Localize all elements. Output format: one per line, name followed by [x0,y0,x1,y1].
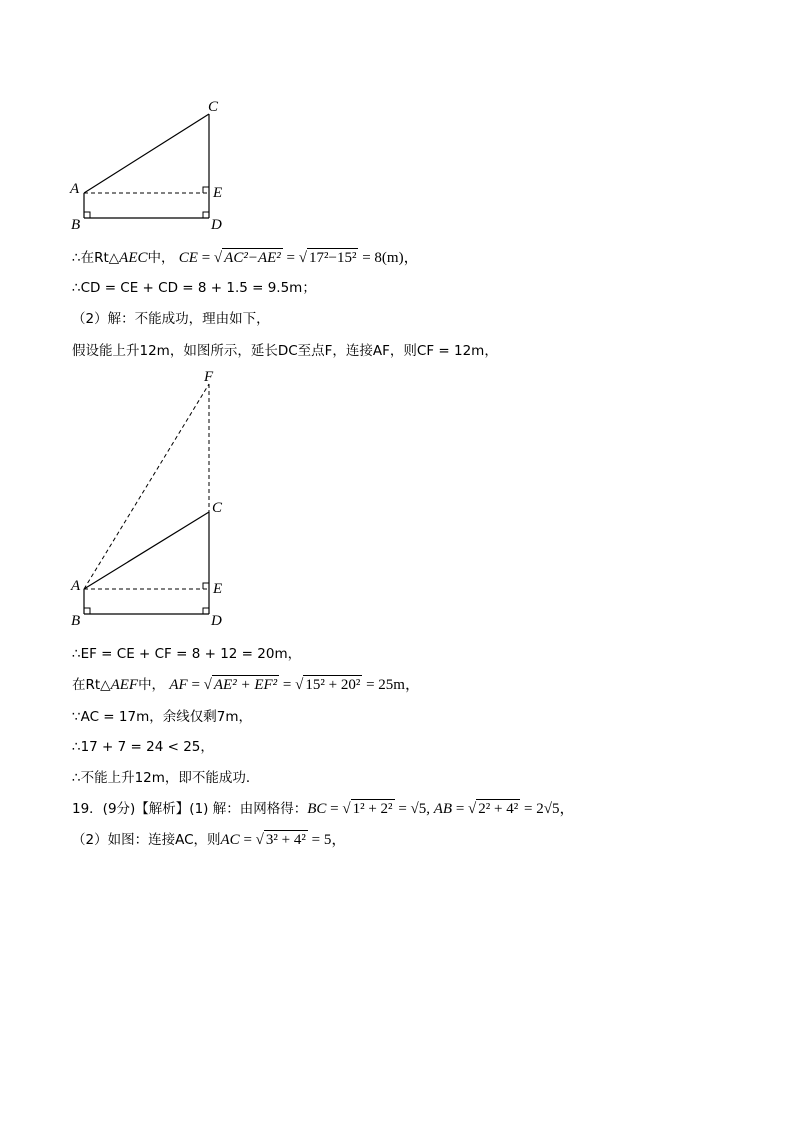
solution-line-2: ∴CD = CE + CD = 8 + 1.5 = 9.5m； [72,280,316,296]
radicand: AC²−AE² [224,250,281,266]
label-c: C [208,99,219,115]
solution-line-4: 假设能上升12m，如图所示，延长DC至点F，连接AF，则CF = 12m， [72,343,498,359]
solution-line-3: （2）解：不能成功，理由如下， [72,311,270,327]
label-c: C [212,500,223,516]
label-b: B [71,217,81,233]
label-f: F [204,369,214,385]
label-a: A [70,181,80,197]
segment-ac [84,512,209,589]
radicand: 15² + 20² [305,677,361,693]
solution-line-8: ∴17 + 7 = 24 < 25， [72,739,214,755]
right-angle-mark-d [203,608,209,614]
radicand: 1² + 2² [352,801,393,817]
label-d: D [211,217,222,233]
right-angle-mark-e [203,583,209,589]
label-b: B [71,613,81,629]
label-d: D [211,613,222,629]
radicand: 3² + 4² [265,832,306,848]
solution-line-1: ∴在Rt△AEC中， CE = √ AC²−AE² = √ 17²−15² = 8(m)， [72,250,419,266]
radicand: 17²−15² [308,250,357,266]
solution-line-10: 19．(9分)【解析】(1) 解：由网格得：BC = √ 1² + 2² = √5, AB = √ 2² + 4² = 2√5， [72,801,575,817]
solution-line-6: 在Rt△AEF中， AF = √ AE² + EF² = √ 15² + 20² = 25m， [72,677,420,693]
label-a: A [71,578,81,594]
solution-line-11: （2）如图：连接AC，则AC = √ 3² + 4² = 5， [72,832,347,848]
radicand: AE² + EF² [213,677,278,693]
solution-line-5: ∴EF = CE + CF = 8 + 12 = 20m， [72,646,302,662]
solution-line-9: ∴不能上升12m，即不能成功． [72,770,260,786]
label-e: E [213,581,223,597]
right-angle-mark-b [84,608,90,614]
solution-line-7: ∵AC = 17m，余线仅剩7m， [72,709,252,725]
radicand: 2² + 4² [478,801,519,817]
label-e: E [213,185,223,201]
segment-af-dashed [84,384,209,589]
